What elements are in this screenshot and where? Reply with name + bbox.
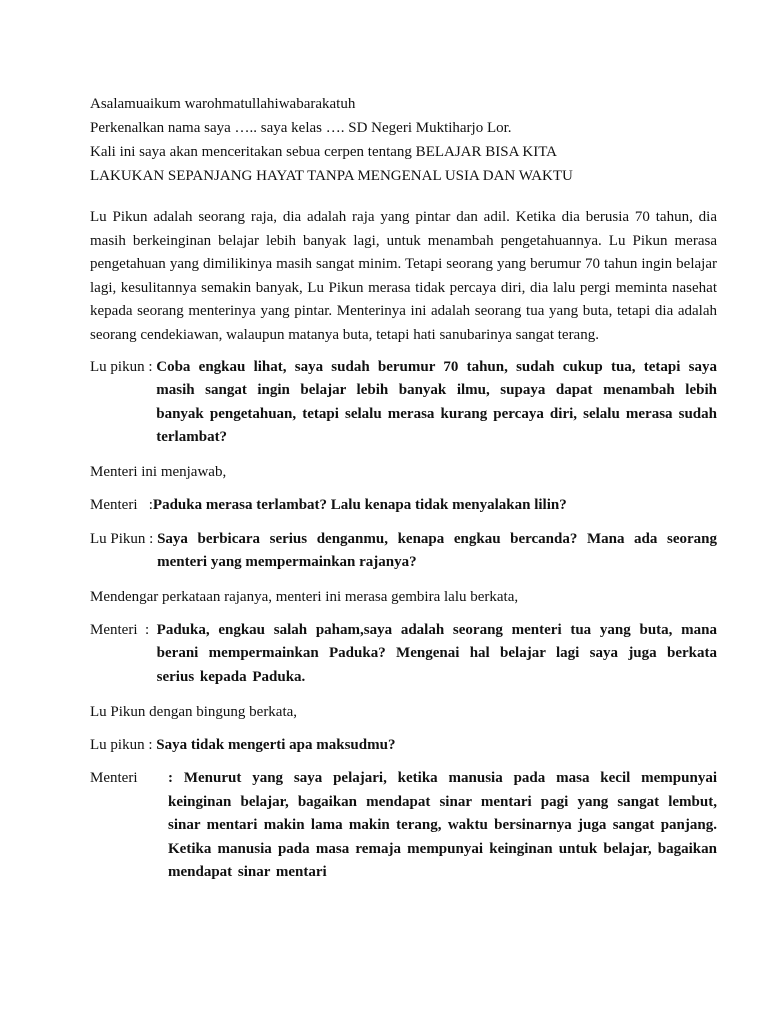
dialogue-text: Paduka merasa terlambat? Lalu kenapa tidak menyalakan lilin? xyxy=(152,496,567,513)
dialogue-lu-pikun-3 xyxy=(90,734,717,758)
dialogue-lu-pikun-2 xyxy=(90,528,717,575)
intro-block xyxy=(90,92,717,188)
speaker-label: Lu pikun : xyxy=(90,358,157,375)
topic-line-2: LAKUKAN SEPANJANG HAYAT TANPA MENGENAL USIA DAN WAKTU xyxy=(90,168,573,184)
dialogue-text: Paduka, engkau salah paham,saya adalah seorang menteri tua yang buta, mana berani mempermainkan Paduka? Mengenai hal belajar lagi saya juga berkata serius kepada Paduka. xyxy=(156,621,717,685)
dialogue-text: Saya tidak mengerti apa maksudmu? xyxy=(156,736,396,753)
document-page xyxy=(90,92,717,885)
speaker-label: Lu Pikun : xyxy=(90,530,158,547)
speaker-label: Menteri : xyxy=(90,621,157,638)
greeting-line: Asalamuaikum warohmatullahiwabarakatuh xyxy=(90,96,356,112)
speaker-label: Menteri xyxy=(90,770,138,787)
dialogue-text: : Menurut yang saya pelajari, ketika manusia pada masa kecil mempunyai keinginan belajar, bagaikan mendapat sinar mentari pagi yang sangat lembut, sinar mentari makin lama makin terang, waktu bersinarnya juga sangat panjang. Ketika manusia pada masa remaja mempunyai keinginan untuk belajar, bagaikan mendapat sinar mentari xyxy=(168,770,717,881)
speaker-label: Menteri : xyxy=(90,496,153,513)
speaker-label: Lu pikun : xyxy=(90,736,157,753)
dialogue-menteri-3 xyxy=(90,767,717,885)
dialogue-menteri-2 xyxy=(90,619,717,690)
dialogue-text: Saya berbicara serius denganmu, kenapa engkau bercanda? Mana ada seorang menteri yang mempermainkan rajanya? xyxy=(157,530,717,571)
topic-line-1: Kali ini saya akan menceritakan sebua cerpen tentang BELAJAR BISA KITA xyxy=(90,144,557,160)
narrative-paragraph: Lu Pikun adalah seorang raja, dia adalah raja yang pintar dan adil. Ketika dia berusia 70 tahun, dia masih berkeinginan belajar lebih banyak lagi, untuk menambah pengetahuannya. Lu Pikun merasa pengetahuan yang dimilikinya masih sangat minim. Tetapi seorang yang berumur 70 tahun ingin belajar lagi, kesulitannya semakin banyak, Lu Pikun merasa tidak percaya diri, dia lalu pergi meminta nasehat kepada seorang menterinya yang pintar. Menterinya ini adalah seorang tua yang buta, tetapi dia adalah seorang cendekiawan, walaupun matanya buta, tetapi hati sanubarinya sangat terang. xyxy=(90,209,717,343)
introduction-line: Perkenalkan nama saya ….. saya kelas …. SD Negeri Muktiharjo Lor. xyxy=(90,120,512,136)
narration-line-1: Menteri ini menjawab, xyxy=(90,463,227,480)
dialogue-text: Coba engkau lihat, saya sudah berumur 70 tahun, sudah cukup tua, tetapi saya masih sangat ingin belajar lebih banyak ilmu, supaya dapat menambah lebih banyak pengetahuan, tetapi selalu merasa kurang percaya diri, selalu merasa sudah terlambat? xyxy=(156,358,717,446)
narration-line-3: Lu Pikun dengan bingung berkata, xyxy=(90,703,298,720)
dialogue-lu-pikun-1 xyxy=(90,356,717,450)
narration-line-2: Mendengar perkataan rajanya, menteri ini merasa gembira lalu berkata, xyxy=(90,588,519,605)
dialogue-menteri-1 xyxy=(90,494,717,518)
